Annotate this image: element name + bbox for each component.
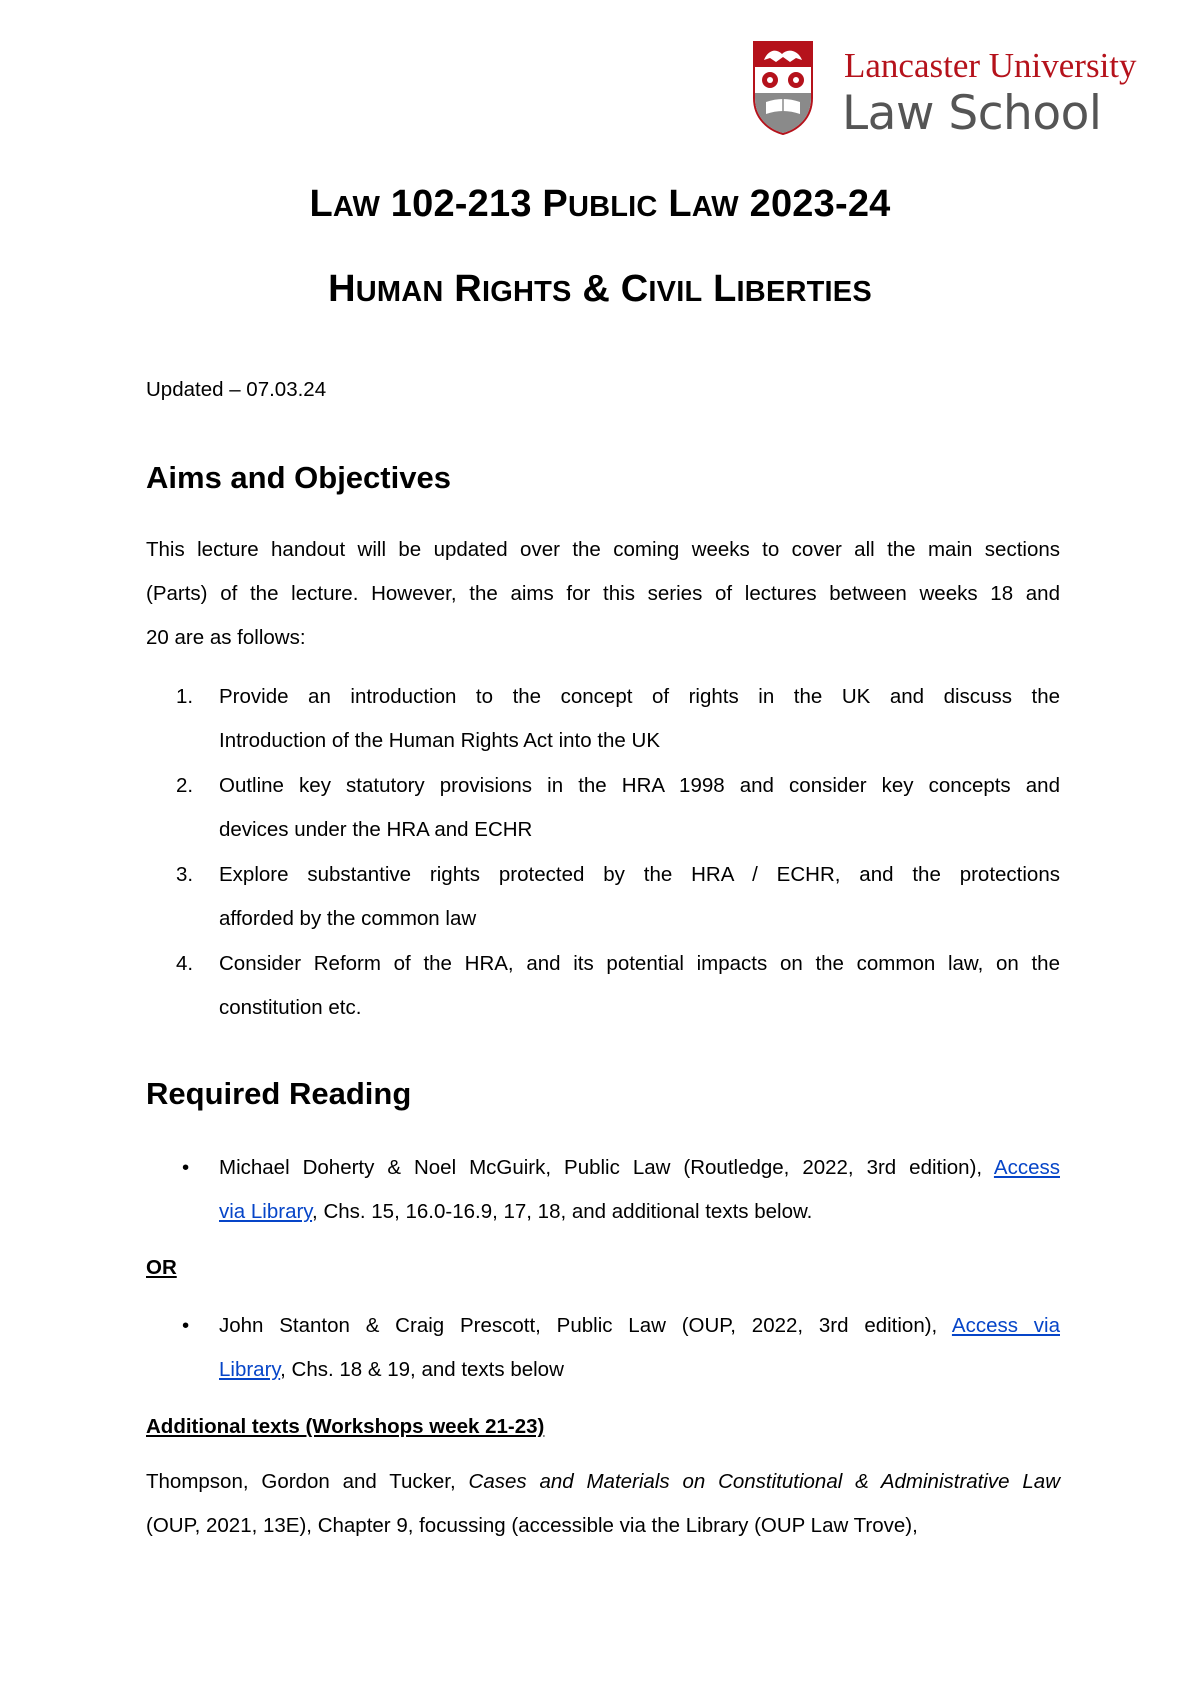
library-access-link[interactable]: Library — [219, 1358, 281, 1381]
library-access-link[interactable]: Access — [993, 1156, 1060, 1179]
aims-heading: Aims and Objectives — [146, 460, 451, 495]
reading-item — [146, 1304, 1060, 1392]
list-item-line: Consider Reform of the HRA, and its potential impacts on the common law, on the — [219, 952, 1060, 975]
list-item-line — [219, 1304, 1060, 1348]
book-citation: John Stanton & Craig Prescott, Public Law (OUP, 2022, 3rd edition), — [219, 1314, 952, 1337]
title-part: IGHTS — [481, 276, 572, 308]
university-name: Lancaster University — [844, 46, 1137, 85]
paragraph-line: (Parts) of the lecture. However, the aims for this series of lectures between weeks 18 and — [146, 582, 1060, 605]
paragraph-line — [146, 1460, 1060, 1504]
aim-item — [146, 764, 1060, 852]
additional-text-citation — [146, 1460, 1060, 1548]
list-item-line — [219, 1146, 1060, 1190]
title-part: UBLIC — [567, 191, 658, 223]
title-part: 2023-24 — [738, 183, 891, 225]
library-access-link[interactable]: Access via — [951, 1314, 1060, 1337]
school-name: Law School — [842, 86, 1102, 141]
title-part: IVIL — [648, 276, 703, 308]
title-part: R — [443, 268, 482, 310]
list-number: 4. — [176, 952, 194, 975]
list-item-line: constitution etc. — [219, 996, 362, 1019]
title-part: IBERTIES — [736, 276, 872, 308]
or-label: OR — [146, 1256, 177, 1279]
book-chapters: , Chs. 18 & 19, and texts below — [280, 1358, 564, 1381]
additional-texts-heading: Additional texts (Workshops week 21-23) — [146, 1415, 545, 1438]
law-school-logo — [752, 40, 1137, 141]
title-part: & C — [571, 268, 649, 310]
reading-heading: Required Reading — [146, 1076, 412, 1111]
list-number: 2. — [176, 774, 194, 797]
list-item-line: Provide an introduction to the concept of rights in the UK and discuss the — [219, 685, 1060, 708]
book-title: Cases and Materials on Constitutional & Administrative Law — [468, 1470, 1061, 1493]
title-part: AW — [691, 191, 739, 223]
reading-item — [146, 1146, 1060, 1234]
title-part: AW — [332, 191, 381, 223]
paragraph-line: (OUP, 2021, 13E), Chapter 9, focussing (accessible via the Library (OUP Law Trove), — [146, 1514, 918, 1537]
list-item-line — [219, 1190, 1060, 1234]
list-item-line: Explore substantive rights protected by the HRA / ECHR, and the protections — [219, 863, 1060, 886]
list-item-line — [219, 1348, 1060, 1392]
aim-item — [146, 675, 1060, 763]
title-part: L — [702, 268, 737, 310]
updated-date: Updated – 07.03.24 — [146, 378, 327, 401]
course-title — [0, 183, 1200, 226]
authors: Thompson, Gordon and Tucker, — [146, 1470, 469, 1493]
university-shield-icon — [752, 40, 814, 136]
library-access-link[interactable]: via Library — [219, 1200, 313, 1223]
lecture-title — [0, 268, 1200, 311]
book-chapters: , Chs. 15, 16.0-16.9, 17, 18, and additional texts below. — [312, 1200, 813, 1223]
title-part: L — [657, 183, 692, 225]
list-item-line: Introduction of the Human Rights Act into the UK — [219, 729, 660, 752]
title-part: L — [309, 183, 333, 225]
aims-intro — [146, 528, 1060, 660]
bullet-icon: • — [182, 1314, 190, 1337]
list-number: 1. — [176, 685, 194, 708]
title-part: 102-213 P — [380, 183, 568, 225]
list-number: 3. — [176, 863, 194, 886]
list-item-line: devices under the HRA and ECHR — [219, 818, 533, 841]
aim-item — [146, 853, 1060, 941]
paragraph-line: This lecture handout will be updated over the coming weeks to cover all the main sections — [146, 538, 1060, 561]
book-citation: Michael Doherty & Noel McGuirk, Public Law (Routledge, 2022, 3rd edition), — [219, 1156, 994, 1179]
bullet-icon: • — [182, 1156, 190, 1179]
list-item-line: Outline key statutory provisions in the HRA 1998 and consider key concepts and — [219, 774, 1060, 797]
paragraph-line: 20 are as follows: — [146, 626, 306, 649]
title-part: UMAN — [355, 276, 444, 308]
title-part: H — [328, 268, 356, 310]
list-item-line: afforded by the common law — [219, 907, 477, 930]
aim-item — [146, 942, 1060, 1030]
